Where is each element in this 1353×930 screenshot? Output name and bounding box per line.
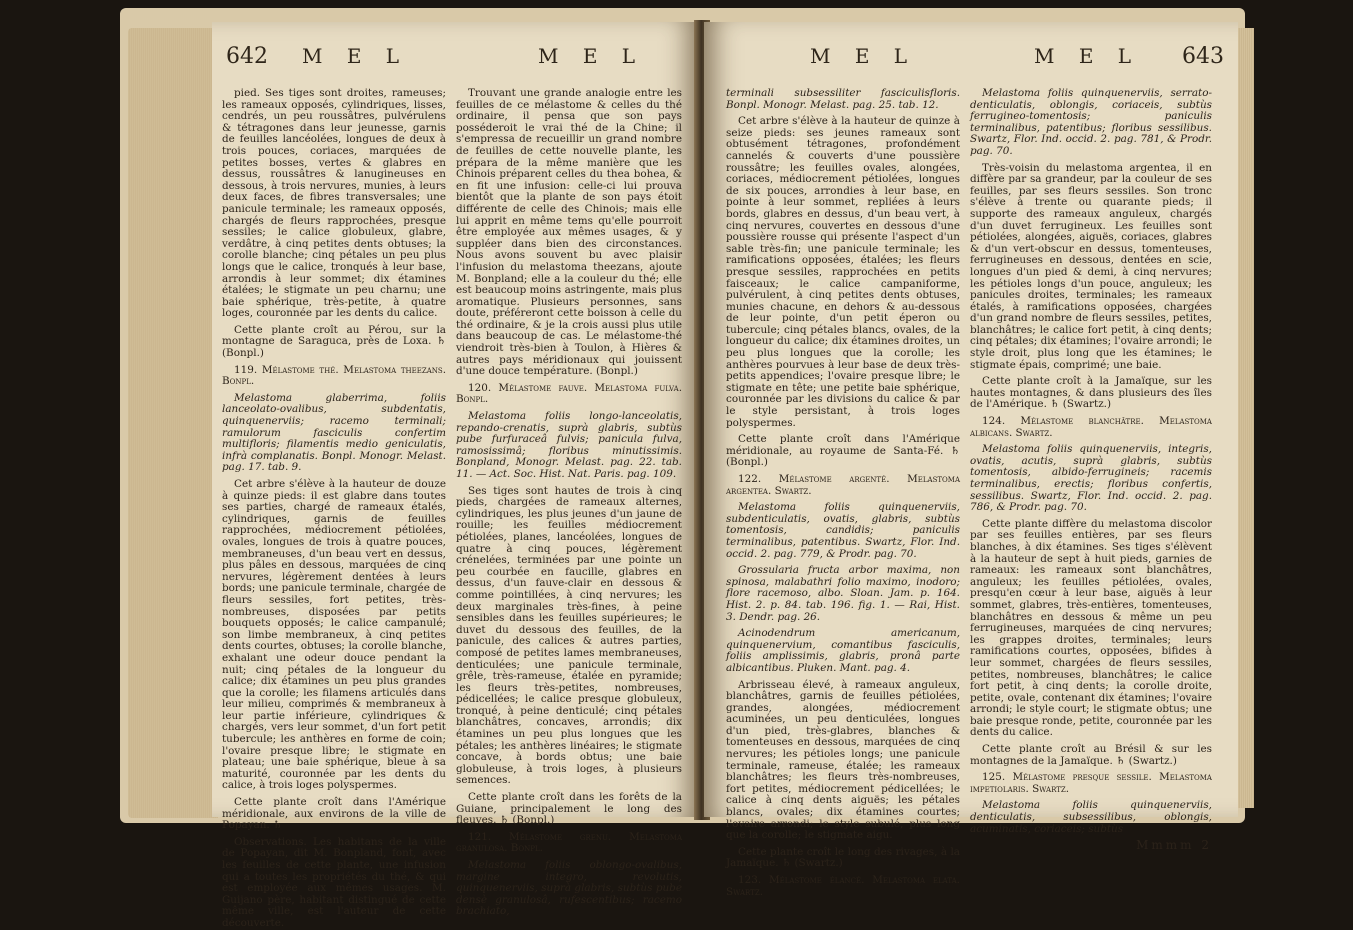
entry-heading: 124. Mélastome blanchâtre. Melastoma albicans. Swartz. — [970, 415, 1212, 439]
text-paragraph: Cet arbre s'élève à la hauteur de quinze à seize pieds: ses jeunes rameaux sont obtusément tétragones, profondément cannelés & couverts d'une poussière roussâtre; les feuilles ovales, alongées, coriaces, médiocrement pétiolées, longues de six pouces, arrondies à leur base, en pointe à leur sommet, repliées à leurs bords, glabres en dessus, d'un beau vert, à cinq nervures, couvertes en dessous d'une poussière rousse qui présente l'aspect d'un sable très-fin; une panicule terminale; les ramifications opposées, étalées; les fleurs presque sessiles, rapprochées en petits faisceaux; le calice campaniforme, pulvérulent, à cinq petites dents obtuses, munies chacune, en dehors & au-dessous de leur pointe, d'un petit éperon ou tubercule; cinq pétales blancs, ovales, de la longueur du calice; dix étamines droites, un peu plus longues que la corolle; les anthères pourvues à leur base de deux très-petits appendices; l'ovaire presque libre; le stigmate en tête; une petite baie sphérique, couronnée par les divisions du calice & par le style persistant, à trois loges polyspermes. — [726, 115, 960, 429]
latin-diagnosis: Melastoma foliis quinquenerviis, serrato-denticulatis, oblongis, coriaceis, subtùs ferrugineo-tomentosis; paniculis terminalibus, patentibus; floribus sessilibus. Swartz, Flor. Ind. occid. 2. pag. 781, & Prodr. pag. 70. — [970, 87, 1212, 157]
text-paragraph: Ses tiges sont hautes de trois à cinq pieds, chargées de rameaux alternes, cylindriques, les plus jeunes d'un jaune de rouille; les feuilles médiocrement pétiolées, planes, lancéolées, longues de quatre à cinq pouces, légèrement crénelées, terminées par une pointe un peu courbée en faucille, glabres en dessus, d'un fauve-clair en dessous & comme pointillées, à cinq nervures; les deux marginales très-fines, à peine sensibles dans les feuilles supérieures; le duvet du dessous des feuilles, de la panicule, des calices & autres parties, composé de petites lames membraneuses, denticulées; une panicule terminale, grêle, très-rameuse, étalée en pyramide; les fleurs très-petites, nombreuses, pédicellées; le calice presque globuleux, tronqué, à peine denticulé; cinq pétales blanchâtres, concaves, arrondis; dix étamines un peu plus longues que les pétales; les anthères linéaires; le stigmate concave, à bords obtus; une baie globuleuse, à trois loges, à plusieurs semences. — [456, 484, 682, 787]
text-paragraph: Cette plante croît le long des rivages, à la Jamaïque. ♄ (Swartz.) — [726, 845, 960, 870]
right-running-head-1: M E L — [810, 44, 917, 68]
text-paragraph: Cette plante croît dans l'Amérique méridionale, aux environs de la ville de Popayan. ♄ — [222, 796, 446, 832]
latin-diagnosis: terminali subsessiliter fasciculisfloris. Bonpl. Monogr. Melast. pag. 25. tab. 12. — [726, 87, 960, 111]
latin-diagnosis: Melastoma glaberrima, foliis lanceolato-ovalibus, subdentatis, quinquenerviis; racemo terminali; ramulorum fasciculis confertim multifloris; filamentis medio geniculatis, infrà complanatis. Bonpl. Monogr. Melast. pag. 17. tab. 9. — [222, 391, 446, 474]
page-edges-left — [128, 28, 218, 818]
latin-diagnosis: Melastoma foliis quinquenerviis, denticulatis, subsessilibus, oblongis, acuminatis, coriaceis; subtùs — [970, 799, 1212, 835]
text-paragraph: Arbrisseau élevé, à rameaux anguleux, blanchâtres, garnis de feuilles pétiolées, grandes, alongées, médiocrement acuminées, un peu denticulées, longues d'un pied, très-glabres, blanches & tomenteuses en dessous, marquées de cinq nervures; les pétioles longs; une panicule terminale, rameuse, étalée; les rameaux blanchâtres; les fleurs très-nombreuses, fort petites, médiocrement pédicellées; le calice à cinq dents aiguës; les pétales blancs, ovales; dix étamines courtes; l'ovaire arrondi; le style subulé, plus long que la corolle; le stigmate aigu. — [726, 678, 960, 842]
text-paragraph: Trouvant une grande analogie entre les feuilles de ce mélastome & celles du thé ordinaire, il pensa que son pays posséderoit le vrai thé de la Chine; il s'empressa de recueillir un grand nombre de feuilles de cette nouvelle plante, les prépara de la même manière que les Chinois préparent celles du thea bohea, & en fit une infusion: celle-ci lui prouva bientôt que la plante de son pays étoit différente de celle des Chinois; mais elle lui apprit en même tems qu'elle pourroit être employée aux mêmes usages, & y suppléer dans bien des circonstances. Nous avons souvent bu avec plaisir l'infusion du melastoma theezans, ajoute M. Bonpland; elle a la couleur du thé; elle est beaucoup moins astringente, mais plus aromatique. Plusieurs personnes, sans doute, préféreront cette boisson à celle du thé ordinaire, & je la crois aussi plus utile dans beaucoup de cas. Le mélastome-thé viendroit très-bien à Toulon, à Hières & autres pays méridionaux qui jouissent d'une douce température. (Bonpl.) — [456, 87, 682, 378]
text-paragraph: Cette plante croît au Brésil & sur les montagnes de la Jamaïque. ♄ (Swartz.) — [970, 743, 1212, 767]
text-paragraph: Cette plante croît dans les forêts de la Guiane, principalement le long des fleuves. ♄ (Bonpl.) — [456, 791, 682, 827]
text-paragraph: Cette plante croît dans l'Amérique méridionale, au royaume de Santa-Fé. ♄ (Bonpl.) — [726, 433, 960, 469]
right-column-1 — [726, 87, 960, 898]
text-paragraph: Observations. Les habitans de la ville de Popayan, dit M. Bonpland, font, avec les feuilles de cette plante, une infusion qui a toutes les propriétés du thé, & qui est employée aux mêmes usages. M. Guijano père, habitant distingué de cette même ville, est l'auteur de cette découverte. — [222, 835, 446, 929]
right-page-number: 643 — [1182, 44, 1224, 69]
left-running-head-1: M E L — [302, 44, 409, 68]
signature-mark: Mmmm 2 — [1136, 838, 1212, 853]
latin-diagnosis: Melastoma foliis quinquenerviis, integris, ovatis, acutis, suprà glabris, subtùs tomentosis, albido-ferrugineis; racemis terminalibus, erectis; floribus confertis, sessilibus. Swartz, Flor. Ind. occid. 2. pag. 786, & Prodr. pag. 70. — [970, 443, 1212, 514]
text-paragraph: pied. Ses tiges sont droites, rameuses; les rameaux opposés, cylindriques, lisses, cendrés, un peu roussâtres, pulvérulens & tétragones dans leur jeunesse, garnis de feuilles lancéolées, longues de deux à trois pouces, coriaces, marquées de petites bosses, vertes & glabres en dessus, roussâtres & lanugineuses en dessous, à trois nervures, munies, à leurs deux faces, de fibres transversales; une panicule terminale; les rameaux opposés, chargés de fleurs rapprochées, presque sessiles; le calice globuleux, glabre, verdâtre, à cinq petites dents obtuses; la corolle blanche; cinq pétales un peu plus longs que le calice, tronqués à leur base, arrondis à leur sommet; dix étamines étalées; le stigmate un peu charnu; une baie sphérique, très-petite, à quatre loges, couronnée par les dents du calice. — [222, 87, 446, 320]
right-page-header — [714, 44, 1228, 78]
entry-heading: 125. Mélastome presque sessile. Melastoma impetiolaris. Swartz. — [970, 771, 1212, 795]
left-running-head-2: M E L — [538, 44, 645, 68]
left-column-2 — [456, 87, 682, 918]
right-running-head-2: M E L — [1034, 44, 1141, 68]
text-paragraph: Cette plante croît à la Jamaïque, sur les hautes montagnes, & dans plusieurs des îles de l'Amérique. ♄ (Swartz.) — [970, 375, 1212, 411]
left-page — [212, 22, 698, 929]
latin-diagnosis: Melastoma foliis quinquenerviis, subdenticulatis, ovatis, glabris, subtùs tomentosis, candidis; paniculis terminalibus, patentibus. Swartz, Flor. Ind. occid. 2. pag. 779, & Prodr. pag. 70. — [726, 501, 960, 560]
latin-synonym: Grossularia fructa arbor maxima, non spinosa, malabathri folio maximo, inodoro; flore racemoso, albo. Sloan. Jam. p. 164. Hist. 2. p. 84. tab. 196. fig. 1. — Rai, Hist. 3. Dendr. pag. 26. — [726, 564, 960, 623]
page-edges-right — [1236, 28, 1254, 808]
text-paragraph: Cette plante diffère du melastoma discolor par ses feuilles entières, par ses fleurs blanches, à dix étamines. Ses tiges s'élèvent à la hauteur de sept à huit pieds, garnies de rameaux: les rameaux sont blanchâtres, anguleux; les feuilles pétiolées, ovales, presqu'en cœur à leur base, aiguës à leur sommet, glabres, très-entières, tomenteuses, blanchâtres en dessous & même un peu ferrugineuses, marquées de cinq nervures; les grappes droites, terminales; leurs ramifications courtes, opposées, bifides à leur sommet, chargées de fleurs sessiles, petites, nombreuses, blanchâtres; le calice fort petit, à cinq dents; la corolle droite, petite, ovale, contenant dix étamines; l'ovaire arrondi; le style court; le stigmate obtus; une baie presque ronde, petite, couronnée par les dents du calice. — [970, 517, 1212, 739]
text-paragraph: Cette plante croît au Pérou, sur la montagne de Saraguca, près de Loxa. ♄ (Bonpl.) — [222, 323, 446, 360]
left-column-1 — [222, 87, 446, 929]
text-paragraph: Très-voisin du melastoma argentea, il en diffère par sa grandeur, par la couleur de ses feuilles, par ses fleurs sessiles. Son tronc s'élève à trente ou quarante pieds; il supporte des rameaux anguleux, chargés d'un duvet ferrugineux. Les feuilles sont pétiolées, alongées, aiguës, coriaces, glabres & d'un vert-obscur en dessus, tomenteuses, ferrugineuses en dessous, dentées en scie, longues d'un pied & demi, à cinq nervures; les pétioles longs d'un pouce, anguleux; les panicules droites, terminales; les rameaux étalés, à ramifications opposées, chargées d'un grand nombre de fleurs sessiles, petites, blanchâtres; le calice fort petit, à cinq dents; cinq pétales; dix étamines; l'ovaire arrondi; le style droit, plus long que les étamines; le stigmate épais, comprimé; une baie. — [970, 161, 1212, 371]
entry-heading: 119. Mélastome thé. Melastoma theezans. Bonpl. — [222, 363, 446, 388]
text-paragraph: Cet arbre s'élève à la hauteur de douze à quinze pieds: il est glabre dans toutes ses parties, chargé de rameaux étalés, cylindriques, garnis de feuilles rapprochées, médiocrement pétiolées, ovales, longues de trois à quatre pouces, membraneuses, d'un beau vert en dessus, plus pâles en dessous, marquées de cinq nervures, légèrement dentées à leurs bords; une panicule terminale, chargée de fleurs sessiles, fort petites, très-nombreuses, disposées par petits bouquets opposés; le calice campanulé; son limbe membraneux, à cinq petites dents courtes, obtuses; la corolle blanche, exhalant une odeur douce pendant la nuit; cinq pétales de la longueur du calice; dix étamines un peu plus grandes que la corolle; les filamens articulés dans leur milieu, comprimés & membraneux à leur partie inférieure, cylindriques & chargés, vers leur sommet, d'un fort petit tubercule; les anthères en forme de coin; l'ovaire presque libre; le stigmate en plateau; une baie sphérique, bleue à sa maturité, couronnée par les dents du calice, à trois loges polyspermes. — [222, 478, 446, 792]
entry-heading: 123. Mélastome élancé. Melastoma elata. Swartz. — [726, 874, 960, 898]
entry-heading: 120. Mélastome fauve. Melastoma fulva. Bonpl. — [456, 381, 682, 406]
left-page-number: 642 — [226, 44, 268, 69]
latin-diagnosis: Melastoma foliis oblongo-ovalibus, margine integro, revolutis, quinquenerviis, suprà glabris, subtùs pube densè granulosâ, rufescentibus; racemo brachiato, — [456, 859, 682, 918]
latin-synonym: Acinodendrum americanum, quinquenervium, comantibus fasciculis, foliis amplissimis, glabris, pronâ parte albicantibus. Pluken. Mant. pag. 4. — [726, 627, 960, 674]
entry-heading: 122. Mélastome argenté. Melastoma argentea. Swartz. — [726, 473, 960, 497]
right-page — [704, 22, 1238, 898]
right-column-2 — [970, 87, 1212, 853]
entry-heading: 121. Mélastome grenu. Melastoma granulosa. Bonpl. — [456, 830, 682, 855]
left-page-header — [222, 44, 688, 78]
latin-diagnosis: Melastoma foliis longo-lanceolatis, repando-crenatis, suprà glabris, subtùs pube furfuraceâ fulvis; panicula fulva, ramosissimâ; floribus minutissimis. Bonpland, Monogr. Melast. pag. 22. tab. 11. — Act. Soc. Hist. Nat. Paris. pag. 109. — [456, 410, 682, 480]
